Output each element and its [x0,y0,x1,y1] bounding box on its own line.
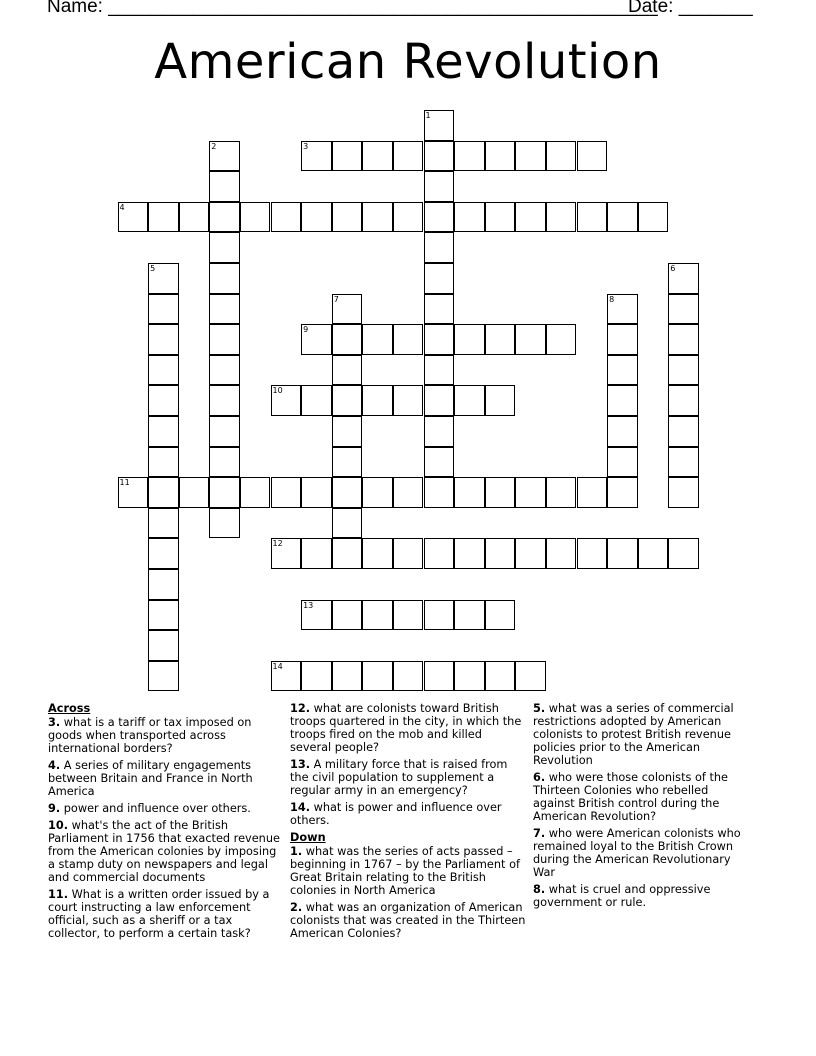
grid-cell[interactable] [485,202,516,233]
grid-cell[interactable] [179,477,210,508]
grid-cell[interactable] [607,355,638,386]
grid-cell[interactable] [148,202,179,233]
grid-cell[interactable] [301,141,332,172]
grid-cell[interactable] [332,324,363,355]
across-clue-9: 9. power and influence over others. [48,802,251,815]
grid-cell[interactable] [362,661,393,692]
grid-cell[interactable] [301,538,332,569]
grid-cell[interactable] [209,416,240,447]
grid-cell[interactable] [668,263,699,294]
grid-cell[interactable] [668,385,699,416]
clue-number: 4 [119,202,125,212]
clue-number: 8 [609,294,615,304]
grid-cell[interactable] [515,141,546,172]
down-clue-7: 7. who were American colonists who remained loyal to the British Crown during the American Revolutionary War [533,827,741,879]
clue-number: 11 [119,478,130,488]
grid-cell[interactable] [209,232,240,263]
clues-column-3 [533,702,749,913]
grid-cell[interactable] [424,110,455,141]
clues-column-2 [290,702,526,944]
grid-cell[interactable] [148,294,179,325]
grid-cell[interactable] [577,477,608,508]
grid-cell[interactable] [362,324,393,355]
grid-cell[interactable] [271,385,302,416]
grid-cell[interactable] [515,538,546,569]
grid-cell[interactable] [332,661,363,692]
name-field-label: Name: ____________________________________________________ [47,0,658,17]
grid-cell[interactable] [607,385,638,416]
grid-cell[interactable] [546,477,577,508]
grid-cell[interactable] [607,202,638,233]
grid-cell[interactable] [148,477,179,508]
grid-cell[interactable] [301,324,332,355]
grid-cell[interactable] [393,600,424,631]
grid-cell[interactable] [240,202,271,233]
grid-cell[interactable] [271,538,302,569]
grid-cell[interactable] [424,294,455,325]
grid-cell[interactable] [332,600,363,631]
grid-cell[interactable] [454,202,485,233]
grid-cell[interactable] [271,661,302,692]
grid-cell[interactable] [424,171,455,202]
grid-cell[interactable] [332,416,363,447]
grid-cell[interactable] [362,202,393,233]
clue-number: 13 [303,600,314,610]
grid-cell[interactable] [148,447,179,478]
grid-cell[interactable] [454,661,485,692]
grid-cell[interactable] [209,324,240,355]
across-clue-10: 10. what's the act of the British Parliament in 1756 that exacted revenue from the American colonies by imposing a stamp duty on newspapers and legal and commercial documents [48,819,280,884]
grid-cell[interactable] [209,141,240,172]
clues-column-1 [48,702,280,944]
grid-cell[interactable] [332,355,363,386]
grid-cell[interactable] [393,141,424,172]
grid-cell[interactable] [424,232,455,263]
grid-cell[interactable] [209,447,240,478]
grid-cell[interactable] [148,630,179,661]
grid-cell[interactable] [424,538,455,569]
grid-cell[interactable] [332,538,363,569]
grid-cell[interactable] [393,385,424,416]
grid-cell[interactable] [577,202,608,233]
grid-cell[interactable] [332,477,363,508]
grid-cell[interactable] [607,416,638,447]
grid-cell[interactable] [485,538,516,569]
grid-cell[interactable] [424,324,455,355]
grid-cell[interactable] [668,416,699,447]
grid-cell[interactable] [209,294,240,325]
down-clue-1: 1. what was the series of acts passed – beginning in 1767 – by the Parliament of Great Britain relating to the British colonies in North America [290,845,520,897]
down-clue-2: 2. what was an organization of American colonists that was created in the Thirteen American Colonies? [290,901,526,940]
across-clue-12: 12. what are colonists toward British troops quartered in the city, in which the troops fired on the mob and killed several people? [290,702,522,754]
across-clue-4: 4. A series of military engagements between Britain and France in North America [48,759,253,798]
clue-number: 1 [425,111,431,120]
grid-cell[interactable] [240,477,271,508]
grid-cell[interactable] [454,385,485,416]
grid-cell[interactable] [515,661,546,692]
grid-cell[interactable] [393,538,424,569]
grid-cell[interactable] [148,538,179,569]
clue-number: 5 [150,264,156,273]
across-clue-11: 11. What is a written order issued by a court instructing a law enforcement official, such as a sheriff or a tax collector, to perform a certain task? [48,888,270,940]
grid-cell[interactable] [209,385,240,416]
clue-number: 12 [272,539,283,549]
grid-cell[interactable] [271,202,302,233]
grid-cell[interactable] [424,141,455,172]
grid-cell[interactable] [209,477,240,508]
grid-cell[interactable] [148,661,179,692]
grid-cell[interactable] [485,324,516,355]
grid-cell[interactable] [393,477,424,508]
grid-cell[interactable] [454,600,485,631]
grid-cell[interactable] [148,416,179,447]
grid-cell[interactable] [668,294,699,325]
grid-cell[interactable] [454,477,485,508]
grid-cell[interactable] [362,538,393,569]
grid-cell[interactable] [424,661,455,692]
grid-cell[interactable] [362,600,393,631]
grid-cell[interactable] [179,202,210,233]
grid-cell[interactable] [332,294,363,325]
grid-cell[interactable] [668,324,699,355]
grid-cell[interactable] [607,324,638,355]
grid-cell[interactable] [546,538,577,569]
across-clue-3: 3. what is a tariff or tax imposed on goods when transported across international borders? [48,716,252,755]
grid-cell[interactable] [148,355,179,386]
grid-cell[interactable] [301,600,332,631]
grid-cell[interactable] [485,661,516,692]
grid-cell[interactable] [332,385,363,416]
grid-cell[interactable] [148,324,179,355]
grid-cell[interactable] [362,141,393,172]
grid-cell[interactable] [638,538,669,569]
grid-cell[interactable] [148,385,179,416]
grid-cell[interactable] [301,661,332,692]
clue-number: 10 [272,386,283,396]
grid-cell[interactable] [485,477,516,508]
grid-cell[interactable] [209,171,240,202]
grid-cell[interactable] [607,294,638,325]
grid-cell[interactable] [393,661,424,692]
down-clue-5: 5. what was a series of commercial restrictions adopted by American colonists to protest British revenue policies prior to the American Revolution [533,702,734,767]
grid-cell[interactable] [485,141,516,172]
grid-cell[interactable] [118,477,149,508]
down-clue-8: 8. what is cruel and oppressive government or rule. [533,883,711,909]
across-clue-14: 14. what is power and influence over others. [290,801,502,827]
grid-cell[interactable] [454,324,485,355]
clue-number: 6 [670,264,676,273]
grid-cell[interactable] [454,141,485,172]
clue-number: 9 [303,325,309,335]
grid-cell[interactable] [607,477,638,508]
grid-cell[interactable] [424,355,455,386]
grid-cell[interactable] [332,141,363,172]
date-field-label: Date: _______ [628,0,753,17]
grid-cell[interactable] [362,385,393,416]
clue-number: 2 [211,141,217,151]
grid-cell[interactable] [209,202,240,233]
grid-cell[interactable] [393,202,424,233]
grid-cell[interactable] [424,477,455,508]
grid-cell[interactable] [515,324,546,355]
grid-cell[interactable] [424,202,455,233]
grid-cell[interactable] [668,477,699,508]
grid-cell[interactable] [118,202,149,233]
grid-cell[interactable] [209,263,240,294]
grid-cell[interactable] [515,202,546,233]
down-clue-6: 6. who were those colonists of the Thirteen Colonies who rebelled against British control during the American Revolution? [533,771,728,823]
grid-cell[interactable] [546,141,577,172]
grid-cell[interactable] [515,477,546,508]
grid-cell[interactable] [668,447,699,478]
grid-cell[interactable] [362,477,393,508]
grid-cell[interactable] [577,141,608,172]
grid-cell[interactable] [485,385,516,416]
grid-cell[interactable] [271,477,302,508]
grid-cell[interactable] [424,600,455,631]
grid-cell[interactable] [424,263,455,294]
grid-cell[interactable] [454,538,485,569]
grid-cell[interactable] [332,202,363,233]
clue-number: 14 [272,661,283,671]
grid-cell[interactable] [607,447,638,478]
grid-cell[interactable] [209,355,240,386]
grid-cell[interactable] [638,202,669,233]
grid-cell[interactable] [301,385,332,416]
across-clue-13: 13. A military force that is raised from the civil population to supplement a regular army in an emergency? [290,758,508,797]
grid-cell[interactable] [668,355,699,386]
grid-cell[interactable] [209,508,240,539]
clue-number: 3 [303,141,309,151]
grid-cell[interactable] [668,538,699,569]
grid-cell[interactable] [424,385,455,416]
grid-cell[interactable] [332,508,363,539]
across-heading: Across [48,702,91,715]
grid-cell[interactable] [424,447,455,478]
page-title: American Revolution [154,34,662,90]
grid-cell[interactable] [546,202,577,233]
grid-cell[interactable] [148,569,179,600]
grid-cell[interactable] [607,538,638,569]
grid-cell[interactable] [485,600,516,631]
grid-cell[interactable] [424,416,455,447]
clue-number: 7 [333,294,339,304]
down-heading: Down [290,831,326,844]
grid-cell[interactable] [148,263,179,294]
grid-cell[interactable] [332,447,363,478]
grid-cell[interactable] [546,324,577,355]
grid-cell[interactable] [301,477,332,508]
grid-cell[interactable] [148,508,179,539]
grid-cell[interactable] [393,324,424,355]
grid-cell[interactable] [577,538,608,569]
grid-cell[interactable] [148,600,179,631]
grid-cell[interactable] [301,202,332,233]
